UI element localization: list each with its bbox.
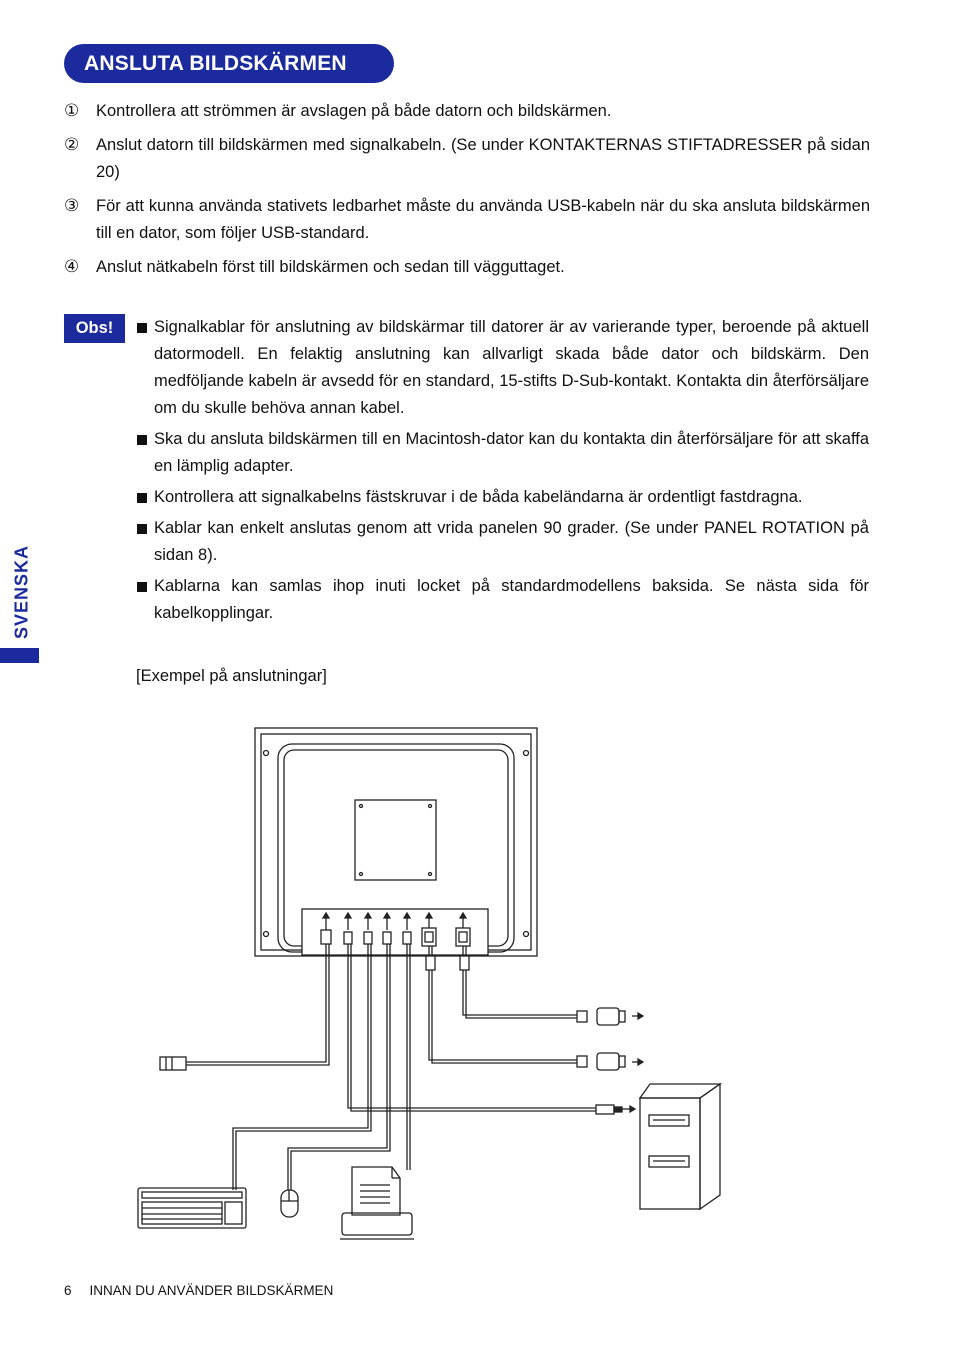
section-title [64,44,394,83]
side-tab-marker [0,648,39,663]
connection-diagram [130,720,730,1250]
note-item [136,314,869,422]
step-item [64,132,870,186]
note-text: Ska du ansluta bildskärmen till en Macintosh-dator kan du kontakta din återförsäljare för att skaffa en lämplig adapter. [154,430,869,475]
square-bullet-icon [136,515,154,569]
step-text: Kontrollera att strömmen är avslagen på både datorn och bildskärmen. [96,102,612,120]
step-text: Anslut datorn till bildskärmen med signalkabeln. (Se under KONTAKTERNAS STIFTADRESSER på sidan 20) [96,136,870,181]
note-text: Kontrollera att signalkabelns fästskruvar i de båda kabeländarna är ordentligt fastdragna. [154,488,803,506]
note-item [136,426,869,480]
section-title-text: ANSLUTA BILDSKÄRMEN [84,51,347,75]
printer-illustration [340,1167,414,1239]
square-bullet-icon [136,426,154,480]
note-item [136,573,869,627]
note-text: Kablar kan enkelt anslutas genom att vrida panelen 90 grader. (Se under PANEL ROTATION på sidan 8). [154,519,869,564]
square-bullet-icon [136,484,154,511]
square-bullet-icon [136,314,154,422]
page-number: 6 [64,1283,72,1298]
mouse-illustration [281,1190,298,1217]
step-item [64,98,870,125]
step-number: ④ [64,257,80,277]
footer-section-title: INNAN DU ANVÄNDER BILDSKÄRMEN [89,1283,334,1298]
example-caption: [Exempel på anslutningar] [136,667,327,685]
step-text: Anslut nätkabeln först till bildskärmen och sedan till vägguttaget. [96,258,565,276]
language-side-label: SVENSKA [11,544,32,640]
step-number: ② [64,135,80,155]
step-item [64,193,870,247]
obs-badge [64,314,125,343]
step-number: ① [64,101,80,121]
cables [160,944,643,1190]
step-item [64,254,870,281]
note-text: Signalkablar för anslutning av bildskärmar till datorer är av varierande typer, beroende på aktuell datormodell. En felaktig anslutning kan allvarligt skada både dator och bildskärm. Den medföljande kabeln är avsedd för en standard, 15-stifts D-Sub-kontakt. Kontakta din återförsäljare om du skulle behöva annan kabel. [154,318,869,417]
square-bullet-icon [136,573,154,627]
computer-tower-illustration [640,1084,720,1209]
step-text: För att kunna använda stativets ledbarhet måste du använda USB-kabeln när du ska ansluta bildskärmen till en dator, som följer USB-standard. [96,197,870,242]
note-item [136,484,869,511]
page-footer [64,1283,333,1298]
obs-badge-text: Obs! [75,319,114,337]
note-item [136,515,869,569]
note-text: Kablarna kan samlas ihop inuti locket på standardmodellens baksida. Se nästa sida för kabelkopplingar. [154,577,869,622]
steps-list [64,98,870,288]
keyboard-illustration [138,1188,246,1228]
notes-list [136,314,869,631]
monitor-back-illustration [255,728,537,956]
step-number: ③ [64,196,80,216]
